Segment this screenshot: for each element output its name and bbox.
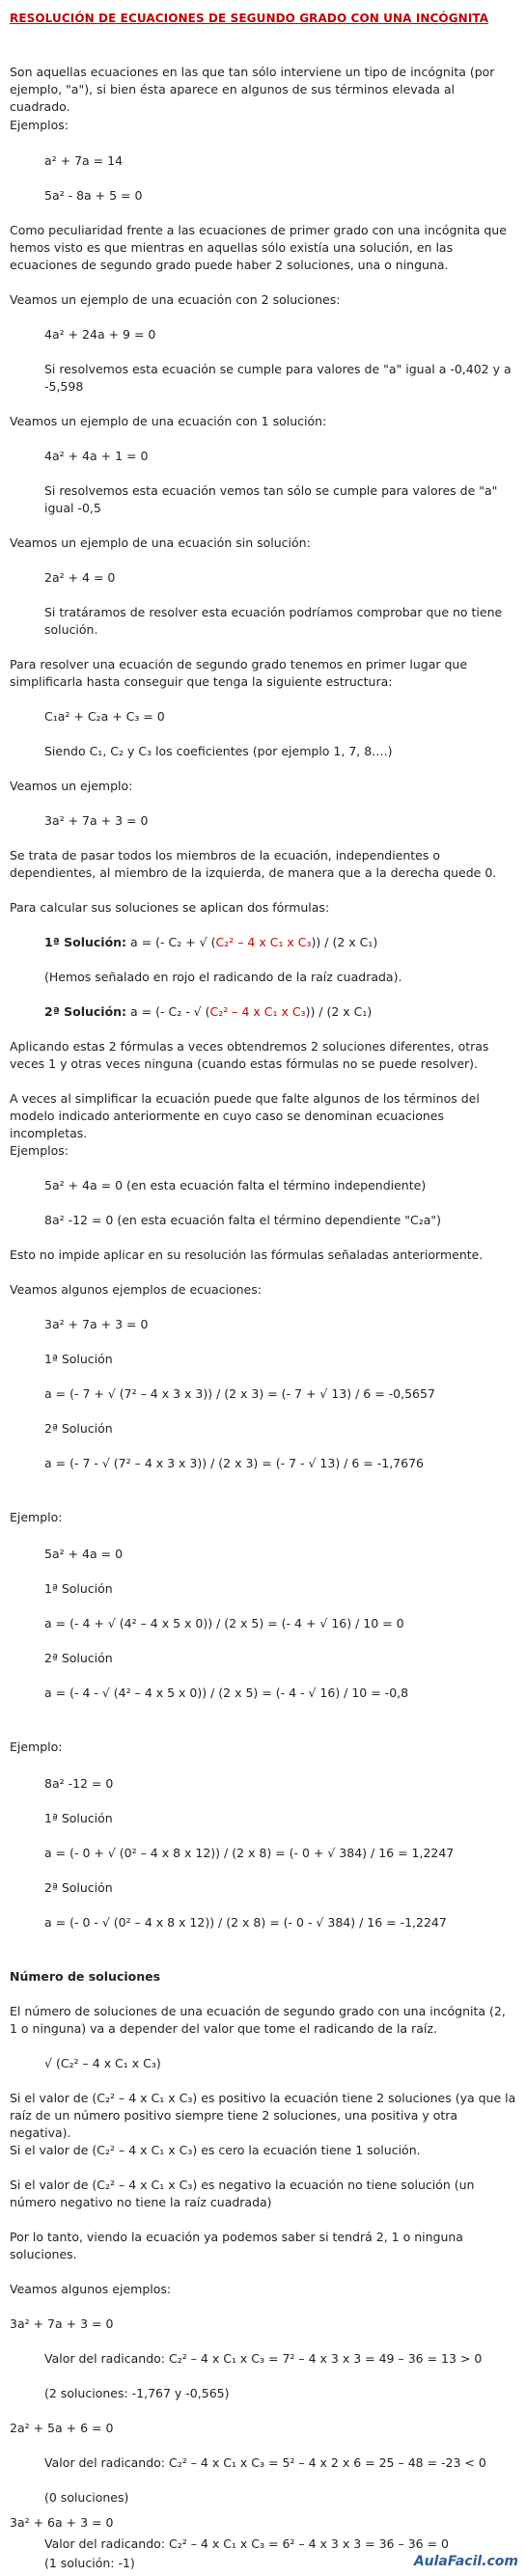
paragraph: Veamos un ejemplo de una ecuación sin solución: <box>10 535 311 550</box>
formula-first-solution <box>44 934 516 951</box>
solution-formula: a = (- 4 + √ (4² – 4 x 5 x 0)) / (2 x 5) = (- 4 + √ 16) / 10 = 0 <box>44 1616 404 1631</box>
solution-label: 1ª Solución <box>44 1581 113 1596</box>
paragraph: El número de soluciones de una ecuación de segundo grado con una incógnita (2, 1 o ninguna) va a depender del valor que tome el radicando de la raíz. <box>10 2004 506 2036</box>
paragraph: Veamos un ejemplo de una ecuación con 1 solución: <box>10 414 327 428</box>
solution-label: 1ª Solución <box>44 1811 113 1825</box>
watermark-text: AulaFacil.com <box>413 2554 518 2569</box>
paragraph: (Hemos señalado en rojo el radicando de la raíz cuadrada). <box>44 970 402 984</box>
solution-label: 2ª Solución <box>44 1880 113 1895</box>
equation: 3a² + 7a + 3 = 0 <box>10 2316 114 2331</box>
equation: 3a² + 7a + 3 = 0 <box>44 1317 149 1331</box>
equation: 4a² + 4a + 1 = 0 <box>44 449 149 463</box>
formula-label: 1ª Solución: <box>44 935 127 949</box>
equation: 3a² + 7a + 3 = 0 <box>44 813 149 828</box>
example-label: Ejemplo: <box>10 1740 63 1754</box>
paragraph: Si resolvemos esta ecuación vemos tan sólo se cumple para valores de "a" igual -0,5 <box>44 483 498 515</box>
paragraph: Veamos un ejemplo de una ecuación con 2 soluciones: <box>10 292 341 307</box>
solution-label: 2ª Solución <box>44 1651 113 1665</box>
radicand-value: Valor del radicando: C₂² – 4 x C₁ x C₃ = 5² – 4 x 2 x 6 = 25 – 48 = -23 < 0 <box>44 2455 486 2470</box>
formula-label: 2ª Solución: <box>44 1004 127 1019</box>
equation: C₁a² + C₂a + C₃ = 0 <box>44 709 165 724</box>
formula-part: )) / (2 x C₁) <box>311 935 378 949</box>
formula-second-solution <box>44 1003 516 1021</box>
paragraph: Para resolver una ecuación de segundo grado tenemos en primer lugar que simplificarla hasta conseguir que tenga la siguiente estructura: <box>10 657 468 689</box>
equation: 4a² + 24a + 9 = 0 <box>44 327 156 342</box>
paragraph: Si resolvemos esta ecuación se cumple para valores de "a" igual a -0,402 y a -5,598 <box>44 362 512 394</box>
paragraph: Si el valor de (C₂² – 4 x C₁ x C₃) es positivo la ecuación tiene 2 soluciones (ya que la raíz de un número positivo siempre tiene 2 soluciones, una positiva y otra negativa). <box>10 2091 516 2140</box>
paragraph: Esto no impide aplicar en su resolución las fórmulas señaladas anteriormente. <box>10 1247 484 1262</box>
equation: 2a² + 4 = 0 <box>44 570 116 585</box>
equation: 8a² -12 = 0 (en esta ecuación falta el término dependiente "C₂a") <box>44 1213 442 1227</box>
equation: a² + 7a = 14 <box>44 153 124 168</box>
paragraph: Si tratáramos de resolver esta ecuación podríamos comprobar que no tiene solución. <box>44 605 503 637</box>
equation: 2a² + 5a + 6 = 0 <box>10 2421 114 2435</box>
solution-formula: a = (- 4 - √ (4² – 4 x 5 x 0)) / (2 x 5) = (- 4 - √ 16) / 10 = -0,8 <box>44 1685 409 1700</box>
formula-part: a = (- C₂ - √ ( <box>130 1004 210 1019</box>
examples-label: Ejemplos: <box>10 118 69 132</box>
paragraph: Por lo tanto, viendo la ecuación ya podemos saber si tendrá 2, 1 o ninguna soluciones. <box>10 2230 463 2261</box>
example-label: Ejemplo: <box>10 1510 63 1524</box>
paragraph: Siendo C₁, C₂ y C₃ los coeficientes (por ejemplo 1, 7, 8….) <box>44 744 393 758</box>
watermark-logo <box>402 2551 518 2572</box>
radicand: C₂² – 4 x C₁ x C₃ <box>209 1004 306 1019</box>
equation: 5a² + 4a = 0 <box>44 1547 124 1561</box>
page-title: RESOLUCIÓN DE ECUACIONES DE SEGUNDO GRADO CON UNA INCÓGNITA <box>10 12 489 25</box>
paragraph: Veamos algunos ejemplos de ecuaciones: <box>10 1282 262 1297</box>
solution-formula: a = (- 0 - √ (0² – 4 x 8 x 12)) / (2 x 8) = (- 0 - √ 384) / 16 = -1,2247 <box>44 1915 447 1930</box>
paragraph: Si el valor de (C₂² – 4 x C₁ x C₃) es cero la ecuación tiene 1 solución. <box>10 2143 421 2157</box>
solution-count: (1 solución: -1) <box>44 2556 135 2570</box>
paragraph: Si el valor de (C₂² – 4 x C₁ x C₃) es negativo la ecuación no tiene solución (un número negativo no tiene la raíz cuadrada) <box>10 2178 475 2209</box>
equation: 5a² - 8a + 5 = 0 <box>44 188 143 203</box>
radicand-value: Valor del radicando: C₂² – 4 x C₁ x C₃ = 7² – 4 x 3 x 3 = 49 – 36 = 13 > 0 <box>44 2351 483 2366</box>
paragraph: Como peculiaridad frente a las ecuaciones de primer grado con una incógnita que hemos visto es que mientras en aquellas sólo existía una solución, en las ecuaciones de segundo grado puede haber 2 soluciones, una o ninguna. <box>10 223 507 272</box>
paragraph: Se trata de pasar todos los miembros de la ecuación, independientes o dependientes, al miembro de la izquierda, de manera que a la derecha quede 0. <box>10 848 497 880</box>
solution-count: (2 soluciones: -1,767 y -0,565) <box>44 2386 230 2400</box>
equation: 8a² -12 = 0 <box>44 1776 114 1791</box>
formula-part: )) / (2 x C₁) <box>305 1004 373 1019</box>
examples-label: Ejemplos: <box>10 1143 69 1158</box>
intro-paragraph: Son aquellas ecuaciones en las que tan sólo interviene un tipo de incógnita (por ejemplo, "a"), si bien ésta aparece en algunos de sus términos elevada al cuadrado. <box>10 65 495 114</box>
radicand: C₂² – 4 x C₁ x C₃ <box>215 935 312 949</box>
solution-formula: a = (- 7 - √ (7² – 4 x 3 x 3)) / (2 x 3) = (- 7 - √ 13) / 6 = -1,7676 <box>44 1456 424 1470</box>
paragraph: Veamos un ejemplo: <box>10 779 133 793</box>
equation: 3a² + 6a + 3 = 0 <box>10 2515 114 2530</box>
solution-formula: a = (- 0 + √ (0² – 4 x 8 x 12)) / (2 x 8) = (- 0 + √ 384) / 16 = 1,2247 <box>44 1846 455 1860</box>
radicand-value: Valor del radicando: C₂² – 4 x C₁ x C₃ = 6² – 4 x 3 x 3 = 36 – 36 = 0 <box>44 2536 449 2551</box>
radicand-expression: √ (C₂² – 4 x C₁ x C₃) <box>44 2056 161 2070</box>
solution-label: 2ª Solución <box>44 1421 113 1436</box>
section-heading: Número de soluciones <box>10 1969 161 1984</box>
formula-part: a = (- C₂ + √ ( <box>130 935 216 949</box>
paragraph: A veces al simplificar la ecuación puede que falte algunos de los términos del modelo indicado anteriormente en cuyo caso se denominan ecuaciones incompletas. <box>10 1091 480 1140</box>
equation: 5a² + 4a = 0 (en esta ecuación falta el término independiente) <box>44 1178 427 1192</box>
paragraph: Veamos algunos ejemplos: <box>10 2282 172 2296</box>
paragraph: Aplicando estas 2 fórmulas a veces obtendremos 2 soluciones diferentes, otras veces 1 y otras veces ninguna (cuando estas fórmulas no se puede resolver). <box>10 1039 489 1071</box>
paragraph: Para calcular sus soluciones se aplican dos fórmulas: <box>10 900 330 915</box>
solution-count: (0 soluciones) <box>44 2490 129 2505</box>
solution-label: 1ª Solución <box>44 1352 113 1366</box>
solution-formula: a = (- 7 + √ (7² – 4 x 3 x 3)) / (2 x 3) = (- 7 + √ 13) / 6 = -0,5657 <box>44 1386 435 1401</box>
